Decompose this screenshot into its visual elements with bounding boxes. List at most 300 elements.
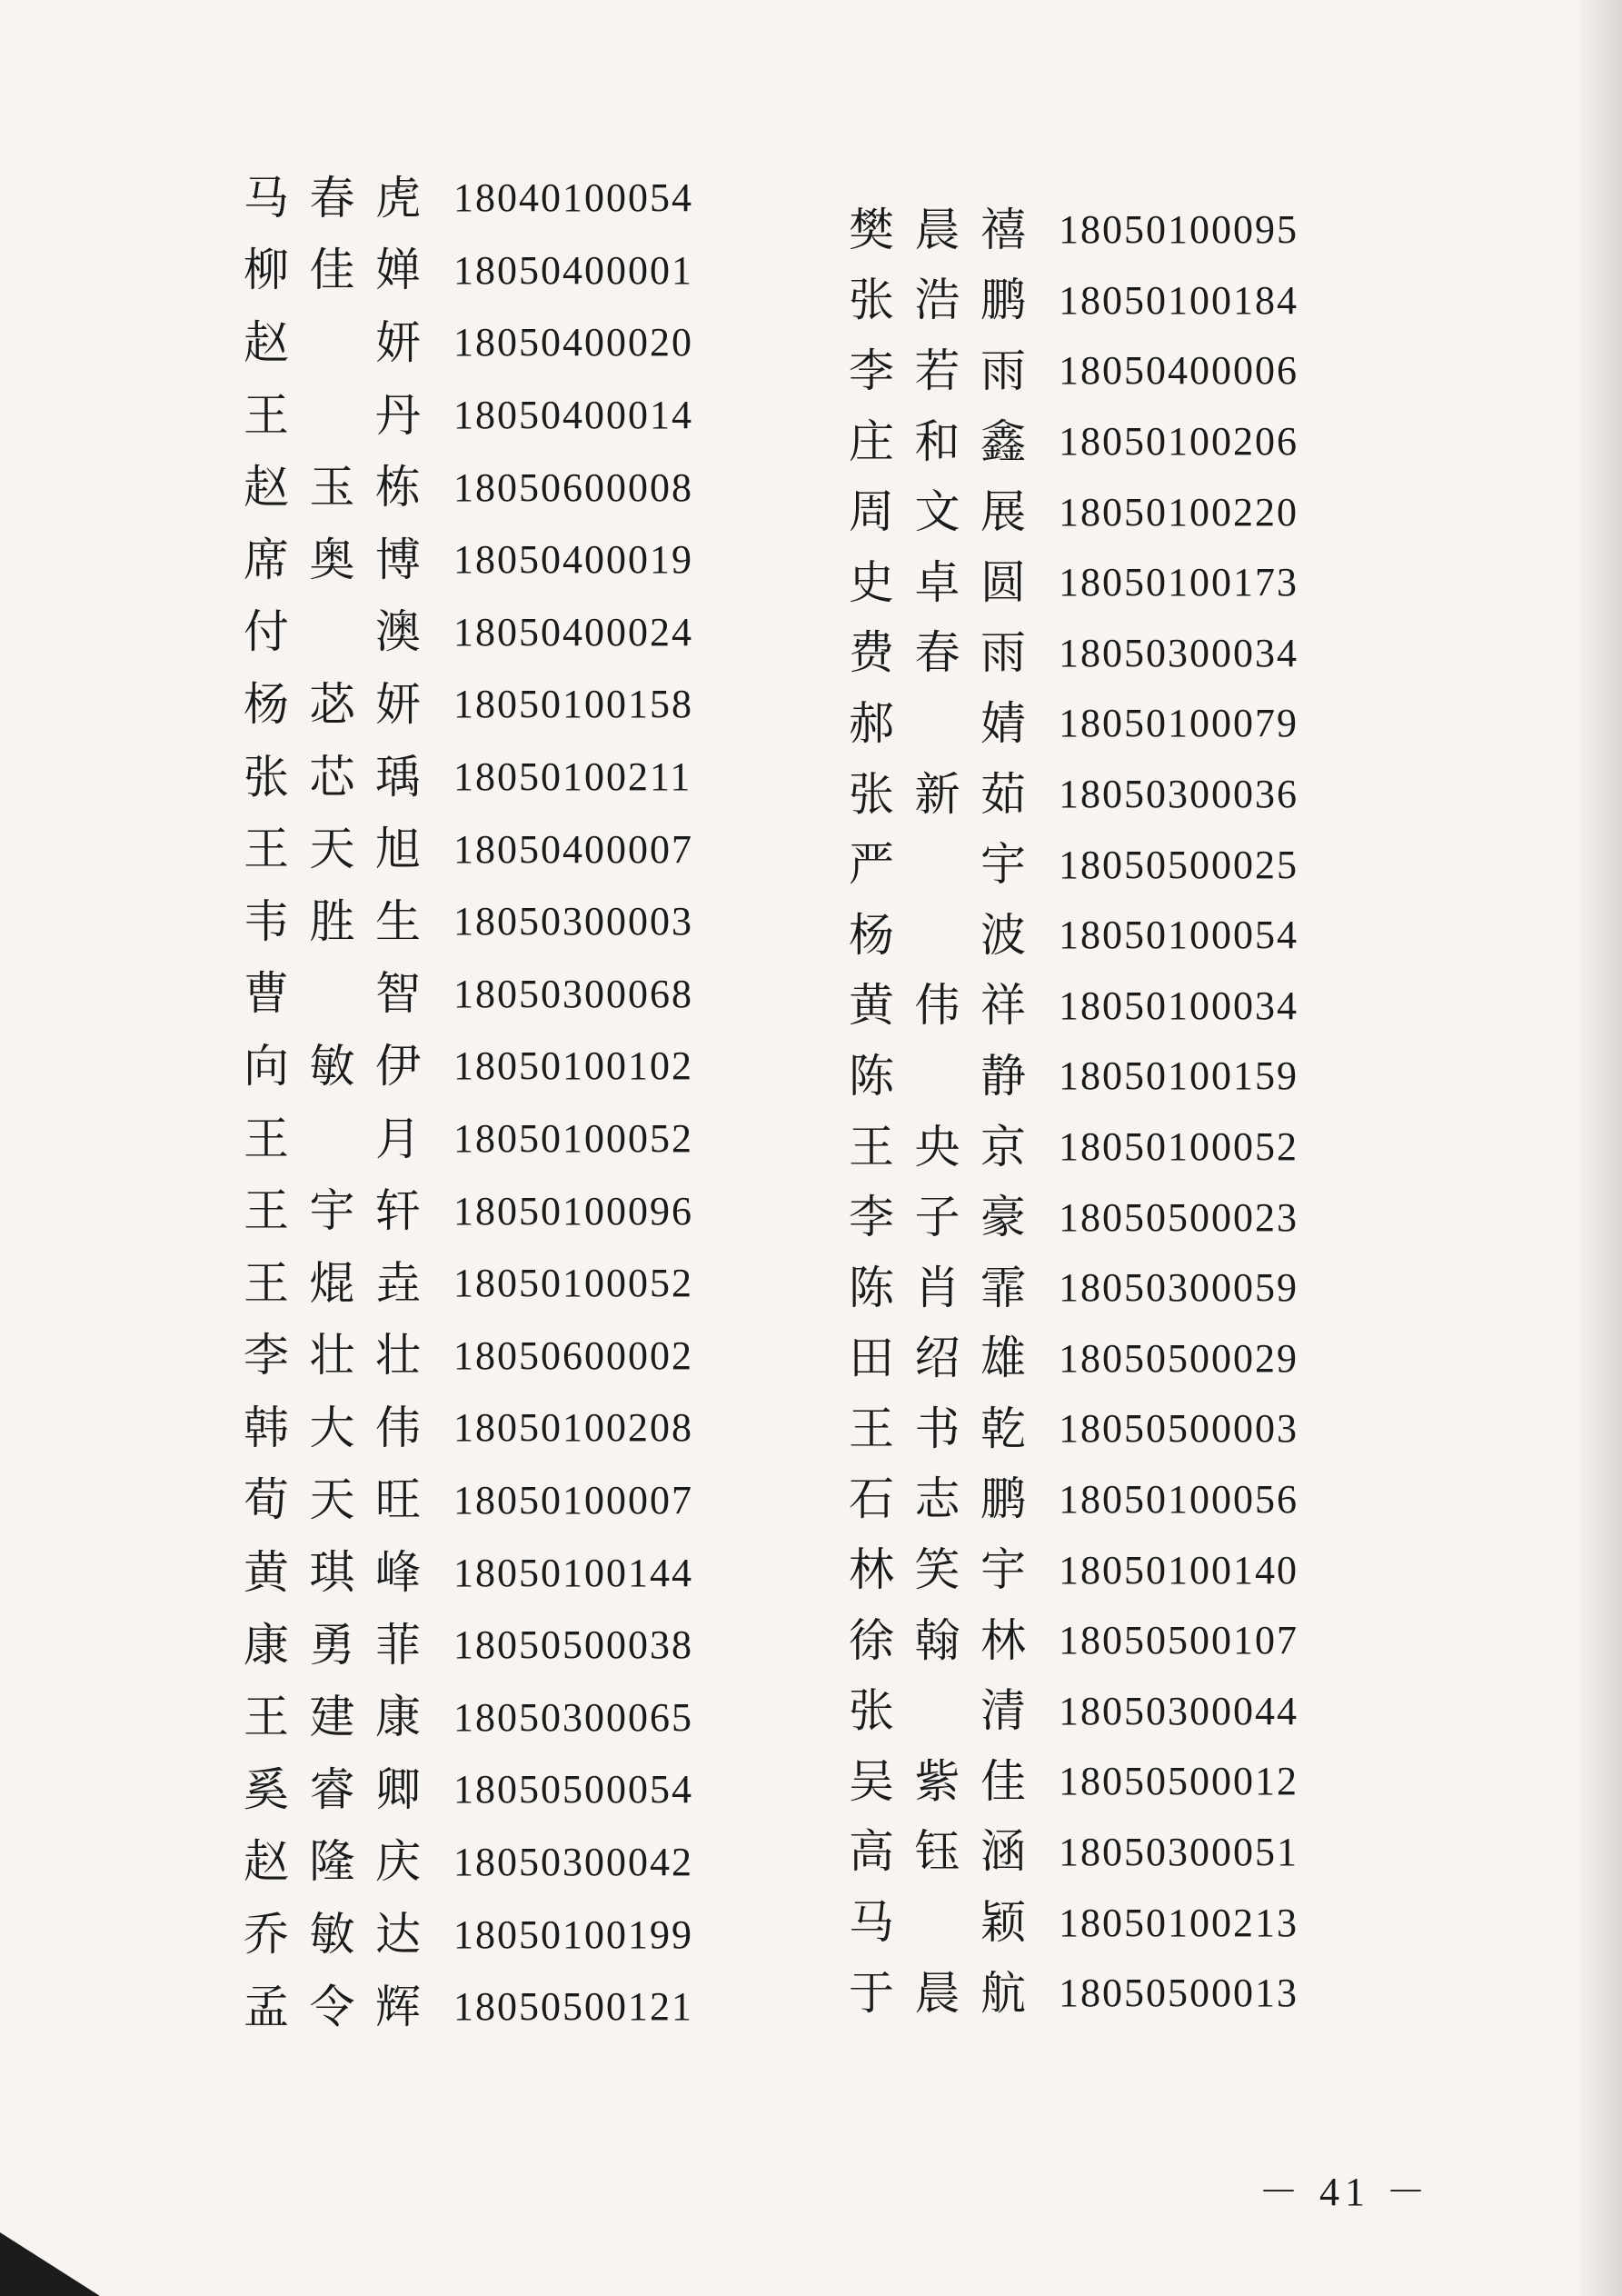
student-name xyxy=(849,1191,1026,1244)
list-item xyxy=(849,1182,1299,1253)
name-char: 钰 xyxy=(914,1825,960,1879)
name-char: 丹 xyxy=(375,388,421,442)
name-char: 志 xyxy=(914,1472,960,1526)
name-char: 王 xyxy=(244,1256,289,1310)
name-char: 石 xyxy=(849,1472,894,1526)
student-id: 18050500107 xyxy=(1059,1618,1299,1663)
student-id: 18050300065 xyxy=(453,1694,693,1740)
name-char: 绍 xyxy=(914,1332,960,1385)
list-item xyxy=(849,406,1299,477)
name-char: 旭 xyxy=(375,823,421,876)
list-item xyxy=(849,1041,1299,1112)
name-char: 韦 xyxy=(244,894,289,948)
name-char: 雨 xyxy=(980,344,1026,397)
student-name xyxy=(849,1684,1026,1738)
name-char: 黄 xyxy=(244,1546,289,1600)
student-id: 18050100096 xyxy=(453,1188,693,1233)
student-name xyxy=(849,274,1026,327)
name-char: 晨 xyxy=(914,1966,960,2020)
name-char: 敏 xyxy=(309,1039,355,1093)
name-char: 康 xyxy=(244,1618,289,1672)
list-item xyxy=(244,668,693,741)
student-name xyxy=(244,967,421,1021)
student-id: 18050100213 xyxy=(1059,1900,1299,1945)
list-item xyxy=(244,1971,693,2043)
name-char: 李 xyxy=(849,344,894,397)
student-name xyxy=(244,1762,421,1816)
name-char: 宇 xyxy=(980,1543,1026,1597)
name-char: 翰 xyxy=(914,1613,960,1667)
name-char xyxy=(915,1900,960,1945)
list-item xyxy=(849,1323,1299,1394)
name-char: 睿 xyxy=(309,1762,355,1816)
name-char: 禧 xyxy=(980,203,1026,256)
student-id: 18050100034 xyxy=(1059,983,1299,1028)
name-char xyxy=(310,609,355,654)
name-char: 肖 xyxy=(914,1261,960,1314)
name-char: 勇 xyxy=(309,1618,355,1672)
name-char: 杨 xyxy=(849,908,894,962)
name-char: 张 xyxy=(849,274,894,327)
student-id: 18050100144 xyxy=(453,1550,693,1595)
name-char: 芯 xyxy=(309,750,355,804)
name-char: 王 xyxy=(849,1120,894,1173)
name-char: 严 xyxy=(849,838,894,892)
name-char: 王 xyxy=(244,823,289,876)
name-char: 李 xyxy=(849,1191,894,1244)
student-id: 18050100206 xyxy=(1059,419,1299,464)
name-char: 颖 xyxy=(980,1896,1026,1950)
student-id: 18050400007 xyxy=(453,826,693,872)
student-id: 18050100211 xyxy=(453,754,692,800)
list-item xyxy=(244,885,693,958)
student-id: 18050500023 xyxy=(1059,1194,1299,1240)
student-name xyxy=(244,533,421,586)
name-char: 周 xyxy=(849,485,894,539)
name-char xyxy=(915,1053,960,1099)
name-char: 孟 xyxy=(244,1980,289,2033)
list-item xyxy=(244,1681,693,1753)
name-char: 黄 xyxy=(849,979,894,1033)
name-char: 豪 xyxy=(980,1191,1026,1244)
name-char: 马 xyxy=(244,171,289,225)
student-id: 18050300003 xyxy=(453,899,693,944)
student-name xyxy=(244,1112,421,1165)
student-id: 18050500054 xyxy=(453,1767,693,1812)
left-name-list xyxy=(244,162,693,2042)
name-char: 涵 xyxy=(980,1825,1026,1879)
name-char: 紫 xyxy=(914,1754,960,1808)
list-item xyxy=(849,1393,1299,1464)
list-item xyxy=(849,265,1299,336)
name-char: 鑫 xyxy=(980,414,1026,468)
list-item xyxy=(244,813,693,885)
student-name xyxy=(849,555,1026,609)
list-item xyxy=(849,1112,1299,1183)
student-name xyxy=(244,1184,421,1238)
name-char: 书 xyxy=(914,1402,960,1455)
name-char: 轩 xyxy=(375,1184,421,1238)
name-char: 琪 xyxy=(309,1546,355,1600)
name-char: 张 xyxy=(244,750,289,804)
name-char: 雄 xyxy=(980,1332,1026,1385)
name-char: 新 xyxy=(914,767,960,821)
name-char xyxy=(915,913,960,958)
name-char: 柳 xyxy=(244,244,289,297)
name-char: 杨 xyxy=(244,677,289,731)
name-char: 笑 xyxy=(914,1543,960,1597)
student-name xyxy=(849,1613,1026,1667)
name-char: 史 xyxy=(849,555,894,609)
name-char: 鹏 xyxy=(980,274,1026,327)
list-item xyxy=(244,1247,693,1320)
name-char: 郝 xyxy=(849,696,894,750)
name-char: 敏 xyxy=(309,1908,355,1962)
list-item xyxy=(849,476,1299,547)
name-char: 壮 xyxy=(375,1329,421,1383)
list-item xyxy=(849,1887,1299,1958)
list-item xyxy=(244,741,693,814)
name-char: 宇 xyxy=(309,1184,355,1238)
name-char: 奚 xyxy=(244,1762,289,1816)
name-char: 向 xyxy=(244,1039,289,1093)
name-char: 壮 xyxy=(309,1329,355,1383)
student-name xyxy=(244,894,421,948)
student-id: 18050400006 xyxy=(1059,348,1299,394)
name-char: 王 xyxy=(244,388,289,442)
name-char: 赵 xyxy=(244,1835,289,1889)
student-id: 18050300044 xyxy=(1059,1688,1299,1733)
student-name xyxy=(244,1980,421,2033)
name-char: 智 xyxy=(375,967,421,1021)
student-name xyxy=(849,1049,1026,1103)
name-char: 伟 xyxy=(375,1401,421,1454)
name-char: 卿 xyxy=(375,1762,421,1816)
name-char: 高 xyxy=(849,1825,894,1879)
name-char: 若 xyxy=(914,344,960,397)
student-name xyxy=(244,1329,421,1383)
name-char: 隆 xyxy=(309,1835,355,1889)
student-id: 18050500038 xyxy=(453,1622,693,1668)
name-char: 妍 xyxy=(375,315,421,369)
student-name xyxy=(244,750,421,804)
name-char: 天 xyxy=(309,1473,355,1527)
student-id: 18050100159 xyxy=(1059,1053,1299,1099)
student-id: 18050300034 xyxy=(1059,630,1299,675)
name-char xyxy=(915,701,960,746)
name-char: 峰 xyxy=(375,1546,421,1600)
list-item xyxy=(849,688,1299,759)
student-name xyxy=(244,461,421,514)
name-char: 文 xyxy=(914,485,960,539)
student-id: 18050100054 xyxy=(1059,913,1299,958)
name-char: 伊 xyxy=(375,1039,421,1093)
name-char: 清 xyxy=(980,1684,1026,1738)
student-name xyxy=(244,1039,421,1093)
student-id: 18050300068 xyxy=(453,971,693,1016)
list-item xyxy=(244,1030,693,1103)
name-char: 大 xyxy=(309,1401,355,1454)
student-id: 18050500025 xyxy=(1059,842,1299,887)
student-id: 18050100052 xyxy=(453,1261,693,1306)
list-item xyxy=(244,1898,693,1971)
student-id: 18050600002 xyxy=(453,1333,693,1378)
student-name xyxy=(244,1908,421,1962)
name-char: 佳 xyxy=(980,1754,1026,1808)
name-char: 张 xyxy=(849,1684,894,1738)
student-name xyxy=(849,203,1026,256)
name-char: 澳 xyxy=(375,605,421,659)
name-char: 浩 xyxy=(914,274,960,327)
page-number: － 41 － xyxy=(1259,2170,1431,2214)
name-char: 费 xyxy=(849,626,894,680)
student-name xyxy=(244,315,421,369)
name-char: 于 xyxy=(849,1966,894,2020)
name-char: 旺 xyxy=(375,1473,421,1527)
student-id: 18050300036 xyxy=(1059,772,1299,817)
name-char: 达 xyxy=(375,1908,421,1962)
student-name xyxy=(244,1618,421,1672)
name-char: 庆 xyxy=(375,1835,421,1889)
student-id: 18050300059 xyxy=(1059,1265,1299,1311)
name-char: 林 xyxy=(849,1543,894,1597)
list-item xyxy=(849,1464,1299,1535)
name-char: 建 xyxy=(309,1691,355,1744)
name-char: 徐 xyxy=(849,1613,894,1667)
name-char: 张 xyxy=(849,767,894,821)
name-char xyxy=(310,971,355,1016)
student-id: 18050600008 xyxy=(453,464,693,510)
list-item xyxy=(849,1817,1299,1888)
name-char: 陈 xyxy=(849,1261,894,1314)
name-char: 王 xyxy=(244,1112,289,1165)
student-name xyxy=(244,1546,421,1600)
list-item xyxy=(244,524,693,596)
name-char: 妍 xyxy=(375,677,421,731)
name-char: 王 xyxy=(244,1184,289,1238)
name-char: 辉 xyxy=(375,1980,421,2033)
student-id: 18050100052 xyxy=(453,1116,693,1162)
student-name xyxy=(244,1256,421,1310)
student-id: 18050500121 xyxy=(453,1984,693,2030)
name-char: 林 xyxy=(980,1613,1026,1667)
student-name xyxy=(849,908,1026,962)
name-char: 伟 xyxy=(914,979,960,1033)
student-id: 18050100184 xyxy=(1059,277,1299,323)
name-char: 茹 xyxy=(980,767,1026,821)
student-name xyxy=(849,626,1026,680)
name-char: 虎 xyxy=(375,171,421,225)
name-char: 京 xyxy=(980,1120,1026,1173)
name-char: 月 xyxy=(375,1112,421,1165)
student-id: 18050400019 xyxy=(453,537,693,583)
student-name xyxy=(849,767,1026,821)
list-item xyxy=(244,1536,693,1609)
student-name xyxy=(244,1691,421,1744)
list-item xyxy=(849,759,1299,830)
name-char: 晨 xyxy=(914,203,960,256)
student-name xyxy=(849,1543,1026,1597)
name-char: 祥 xyxy=(980,979,1026,1033)
student-name xyxy=(849,979,1026,1033)
name-char: 樊 xyxy=(849,203,894,256)
name-char: 和 xyxy=(914,414,960,468)
name-char: 乔 xyxy=(244,1908,289,1962)
list-item xyxy=(849,618,1299,689)
name-char: 圆 xyxy=(980,555,1026,609)
list-item xyxy=(244,1320,693,1393)
name-char: 奥 xyxy=(309,533,355,586)
name-char: 马 xyxy=(849,1896,894,1950)
name-char: 栋 xyxy=(375,461,421,514)
name-char: 佳 xyxy=(309,244,355,297)
name-char: 垚 xyxy=(375,1256,421,1310)
student-id: 18050300051 xyxy=(1059,1829,1299,1874)
student-name xyxy=(244,677,421,731)
student-id: 18050400020 xyxy=(453,320,693,365)
list-item xyxy=(244,306,693,379)
student-name xyxy=(244,171,421,225)
student-name xyxy=(849,838,1026,892)
name-char: 吴 xyxy=(849,1754,894,1808)
name-char: 田 xyxy=(849,1332,894,1385)
student-id: 18050100095 xyxy=(1059,207,1299,253)
list-item xyxy=(849,335,1299,406)
name-char: 李 xyxy=(244,1329,289,1383)
name-char: 焜 xyxy=(309,1256,355,1310)
student-id: 18050100220 xyxy=(1059,489,1299,534)
list-item xyxy=(849,900,1299,971)
list-item xyxy=(849,829,1299,900)
name-char: 霏 xyxy=(980,1261,1026,1314)
list-item xyxy=(849,1958,1299,2029)
list-item xyxy=(244,958,693,1031)
list-item xyxy=(244,1392,693,1464)
name-char: 波 xyxy=(980,908,1026,962)
student-id: 18050400014 xyxy=(453,393,693,438)
name-char: 婵 xyxy=(375,244,421,297)
student-id: 18050100140 xyxy=(1059,1547,1299,1592)
name-char xyxy=(915,1688,960,1733)
student-id: 18050300042 xyxy=(453,1839,693,1884)
student-id: 18050500013 xyxy=(1059,1971,1299,2016)
name-char: 卓 xyxy=(914,555,960,609)
student-name xyxy=(244,1401,421,1454)
name-char: 付 xyxy=(244,605,289,659)
list-item xyxy=(244,1103,693,1175)
student-id: 18050400001 xyxy=(453,247,693,293)
name-char: 赵 xyxy=(244,315,289,369)
student-id: 18040100054 xyxy=(453,175,693,221)
student-id: 18050100102 xyxy=(453,1043,693,1089)
student-name xyxy=(244,1835,421,1889)
name-char: 苾 xyxy=(309,677,355,731)
student-name xyxy=(849,1332,1026,1385)
name-char: 菲 xyxy=(375,1618,421,1672)
name-char: 康 xyxy=(375,1691,421,1744)
name-char: 子 xyxy=(914,1191,960,1244)
list-item xyxy=(244,1753,693,1826)
student-id: 18050100158 xyxy=(453,682,693,727)
student-name xyxy=(244,605,421,659)
student-id: 18050100208 xyxy=(453,1405,693,1451)
student-id: 18050100056 xyxy=(1059,1476,1299,1522)
name-char: 玉 xyxy=(309,461,355,514)
page-edge-shadow xyxy=(1580,0,1622,2296)
name-char: 赵 xyxy=(244,461,289,514)
name-char: 令 xyxy=(309,1980,355,2033)
student-name xyxy=(849,1472,1026,1526)
list-item xyxy=(849,195,1299,265)
list-item xyxy=(244,1174,693,1247)
student-name xyxy=(244,388,421,442)
list-item xyxy=(244,596,693,669)
name-char xyxy=(310,320,355,365)
name-char: 王 xyxy=(849,1402,894,1455)
name-char: 展 xyxy=(980,485,1026,539)
student-id: 18050100199 xyxy=(453,1912,693,1957)
name-char: 生 xyxy=(375,894,421,948)
name-char: 博 xyxy=(375,533,421,586)
name-char: 春 xyxy=(309,171,355,225)
name-char: 婧 xyxy=(980,696,1026,750)
student-name xyxy=(849,1825,1026,1879)
list-item xyxy=(849,971,1299,1042)
student-name xyxy=(849,1261,1026,1314)
list-item xyxy=(244,451,693,524)
name-char xyxy=(310,1116,355,1162)
student-id: 18050100052 xyxy=(1059,1124,1299,1170)
list-item xyxy=(244,1609,693,1682)
name-char: 天 xyxy=(309,823,355,876)
student-name xyxy=(849,485,1026,539)
list-item xyxy=(849,1605,1299,1676)
name-char: 王 xyxy=(244,1691,289,1744)
name-char: 荀 xyxy=(244,1473,289,1527)
name-char: 静 xyxy=(980,1049,1026,1103)
student-name xyxy=(849,1120,1026,1173)
name-char: 曹 xyxy=(244,967,289,1021)
name-char xyxy=(915,842,960,887)
student-name xyxy=(849,1754,1026,1808)
student-name xyxy=(849,696,1026,750)
student-name xyxy=(849,344,1026,397)
name-char: 春 xyxy=(914,626,960,680)
right-name-list xyxy=(849,195,1299,2028)
list-item xyxy=(849,1675,1299,1746)
list-item xyxy=(849,547,1299,618)
list-item xyxy=(244,1464,693,1537)
name-char xyxy=(310,393,355,438)
name-char: 胜 xyxy=(309,894,355,948)
list-item xyxy=(244,235,693,307)
name-char: 陈 xyxy=(849,1049,894,1103)
name-char: 韩 xyxy=(244,1401,289,1454)
name-char: 瑀 xyxy=(375,750,421,804)
name-char: 鹏 xyxy=(980,1472,1026,1526)
student-id: 18050100079 xyxy=(1059,701,1299,746)
student-name xyxy=(849,1402,1026,1455)
list-item xyxy=(849,1534,1299,1605)
student-id: 18050500012 xyxy=(1059,1759,1299,1804)
list-item xyxy=(244,162,693,235)
name-char: 宇 xyxy=(980,838,1026,892)
list-item xyxy=(244,1826,693,1899)
student-id: 18050100173 xyxy=(1059,560,1299,605)
list-item xyxy=(849,1746,1299,1817)
name-char: 央 xyxy=(914,1120,960,1173)
student-id: 18050400024 xyxy=(453,609,693,654)
